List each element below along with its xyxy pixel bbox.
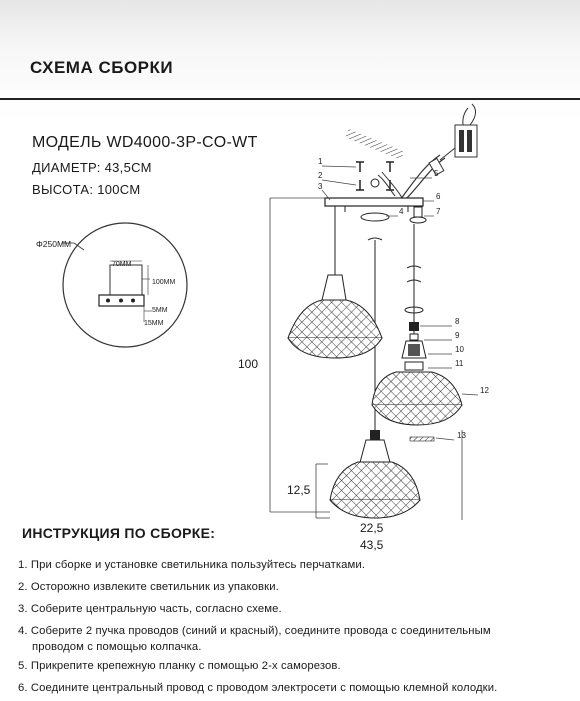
shade-3: [330, 430, 420, 518]
instruction-step: 4. Соберите 2 пучка проводов (синий и красный), соедините провода с соединительным: [18, 625, 491, 637]
instruction-step: проводом с помощью колпачка.: [32, 641, 202, 653]
canopy-plate: [325, 198, 423, 206]
detail-height: 100MM: [152, 279, 176, 286]
shade-2: [372, 372, 462, 425]
height-value: 100СМ: [97, 182, 141, 197]
bulb-icon: [410, 437, 434, 441]
junction-box: [110, 265, 142, 295]
detail-gap-2: 15MM: [144, 320, 164, 327]
instructions-title: ИНСТРУКЦИЯ ПО СБОРКЕ:: [22, 525, 216, 541]
instruction-step: 2. Осторожно извлеките светильник из упаковки.: [18, 581, 279, 593]
part-number-9: 9: [455, 331, 460, 340]
ceiling-wiring: [345, 104, 477, 200]
total-height-dimension: 100: [238, 357, 259, 371]
detail-gap-1: 5MM: [152, 307, 168, 314]
part-number-6: 6: [436, 192, 441, 201]
part-number-10: 10: [455, 345, 464, 354]
detail-diameter: Φ250MM: [36, 239, 72, 249]
instructions-list: [18, 556, 497, 701]
shade-height-dimension: 12,5: [287, 483, 311, 497]
instruction-step: 6. Соедините центральный провод с проводом электросети с помощью клемной колодки.: [18, 682, 498, 694]
part-number-12: 12: [480, 386, 489, 395]
page-title: СХЕМА СБОРКИ: [30, 58, 174, 77]
part-number-1: 1: [318, 157, 323, 166]
part-number-8: 8: [455, 317, 460, 326]
part-number-5: 5: [434, 169, 439, 178]
part-number-3: 3: [318, 182, 323, 191]
shade-1: [288, 275, 382, 358]
part-number-11: 11: [455, 359, 464, 368]
diameter-label: ДИАМЕТР:: [32, 160, 101, 175]
shade-width-dimension: 22,5: [360, 521, 384, 535]
model-name: МОДЕЛЬ WD4000-3P-CO-WT: [32, 134, 258, 151]
mount-parts: [325, 162, 426, 223]
part-number-13: 13: [457, 431, 466, 440]
part-number-4: 4: [399, 207, 404, 216]
terminal-block-icon: [455, 125, 477, 157]
total-width-dimension: 43,5: [360, 538, 384, 552]
instruction-step: 5. Прикрепите крепежную планку с помощью 2-х саморезов.: [18, 660, 341, 672]
part-number-2: 2: [318, 171, 323, 180]
detail-width: 70MM: [112, 261, 132, 268]
instruction-step: 3. Соберите центральную часть, согласно схеме.: [18, 603, 282, 615]
diameter-value: 43,5СМ: [104, 160, 152, 175]
height-label: ВЫСОТА:: [32, 182, 94, 197]
part-number-7: 7: [436, 207, 441, 216]
instruction-step: 1. При сборке и установке светильника пользуйтесь перчатками.: [18, 559, 366, 571]
